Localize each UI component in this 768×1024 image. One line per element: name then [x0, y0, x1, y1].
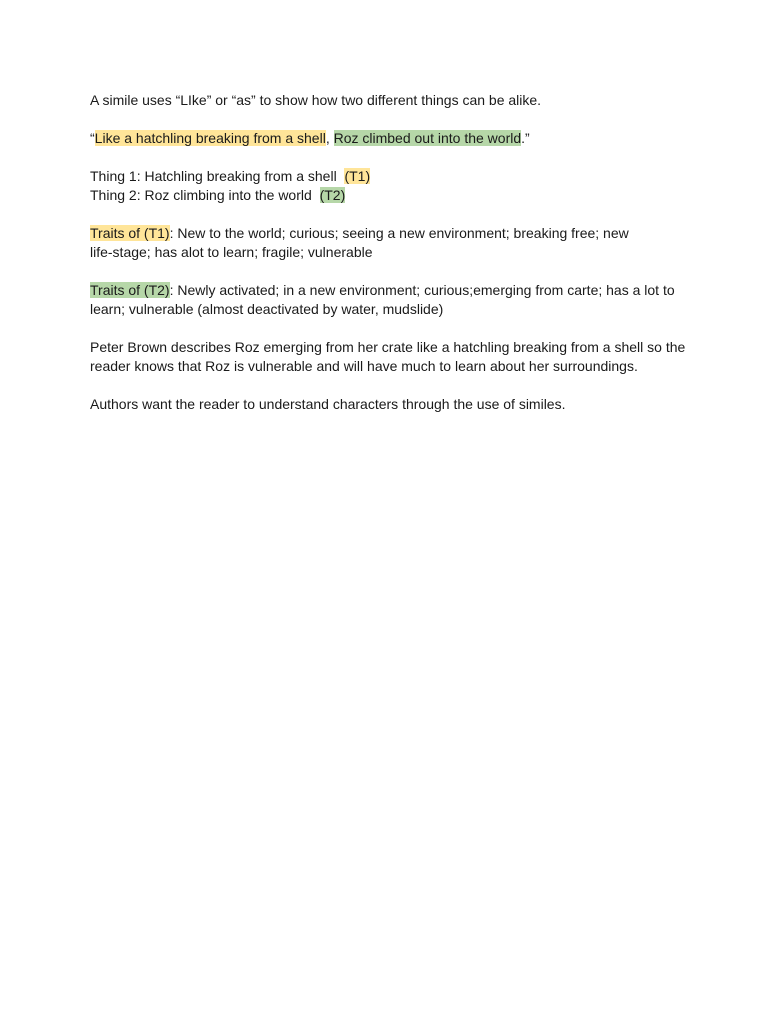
quote-close-mark: .”: [521, 130, 530, 146]
thing-1-line: [90, 167, 690, 186]
document-body: [90, 91, 690, 433]
traits-t1-text-1: : New to the world; curious; seeing a new environment; breaking free; new: [169, 225, 629, 241]
traits-t1-line-2: life-stage; has alot to learn; fragile; vulnerable: [90, 244, 373, 260]
explanation-line-1: Peter Brown describes Roz emerging from her crate like a hatchling breaking from a shell so the: [90, 339, 686, 355]
thing-2-tag: (T2): [319, 187, 346, 203]
simile-definition: [90, 91, 690, 110]
quote-open-mark: “: [90, 130, 95, 146]
traits-t2-line-2: learn; vulnerable (almost deactivated by water, mudslide): [90, 301, 444, 317]
traits-t1-label: Traits of (T1): [90, 225, 170, 241]
thing-1-tag: (T1): [344, 168, 371, 184]
traits-t1: [90, 224, 690, 262]
thing-2-line: [90, 186, 690, 205]
thing-1-text: Thing 1: Hatchling breaking from a shell: [90, 168, 345, 184]
simile-quote: [90, 129, 690, 148]
quote-separator: ,: [325, 130, 334, 146]
conclusion-text: Authors want the reader to understand characters through the use of similes.: [90, 396, 566, 412]
explanation-line-2: reader knows that Roz is vulnerable and will have much to learn about her surroundings.: [90, 358, 638, 374]
quote-line: [90, 129, 690, 148]
explanation-paragraph: [90, 338, 690, 376]
traits-t2: [90, 281, 690, 319]
traits-t2-line-1: [90, 281, 690, 300]
definition-text: A simile uses “LIke” or “as” to show how two different things can be alike.: [90, 92, 542, 108]
things-list: [90, 167, 690, 205]
quote-part-t2-highlight: Roz climbed out into the world: [333, 130, 522, 146]
quote-part-t1-highlight: Like a hatchling breaking from a shell: [94, 130, 326, 146]
thing-2-text: Thing 2: Roz climbing into the world: [90, 187, 320, 203]
traits-t2-label: Traits of (T2): [90, 282, 170, 298]
traits-t1-line-1: [90, 224, 690, 243]
traits-t2-text-1: : Newly activated; in a new environment; curious;emerging from carte; has a lot to: [169, 282, 675, 298]
conclusion-paragraph: [90, 395, 690, 414]
